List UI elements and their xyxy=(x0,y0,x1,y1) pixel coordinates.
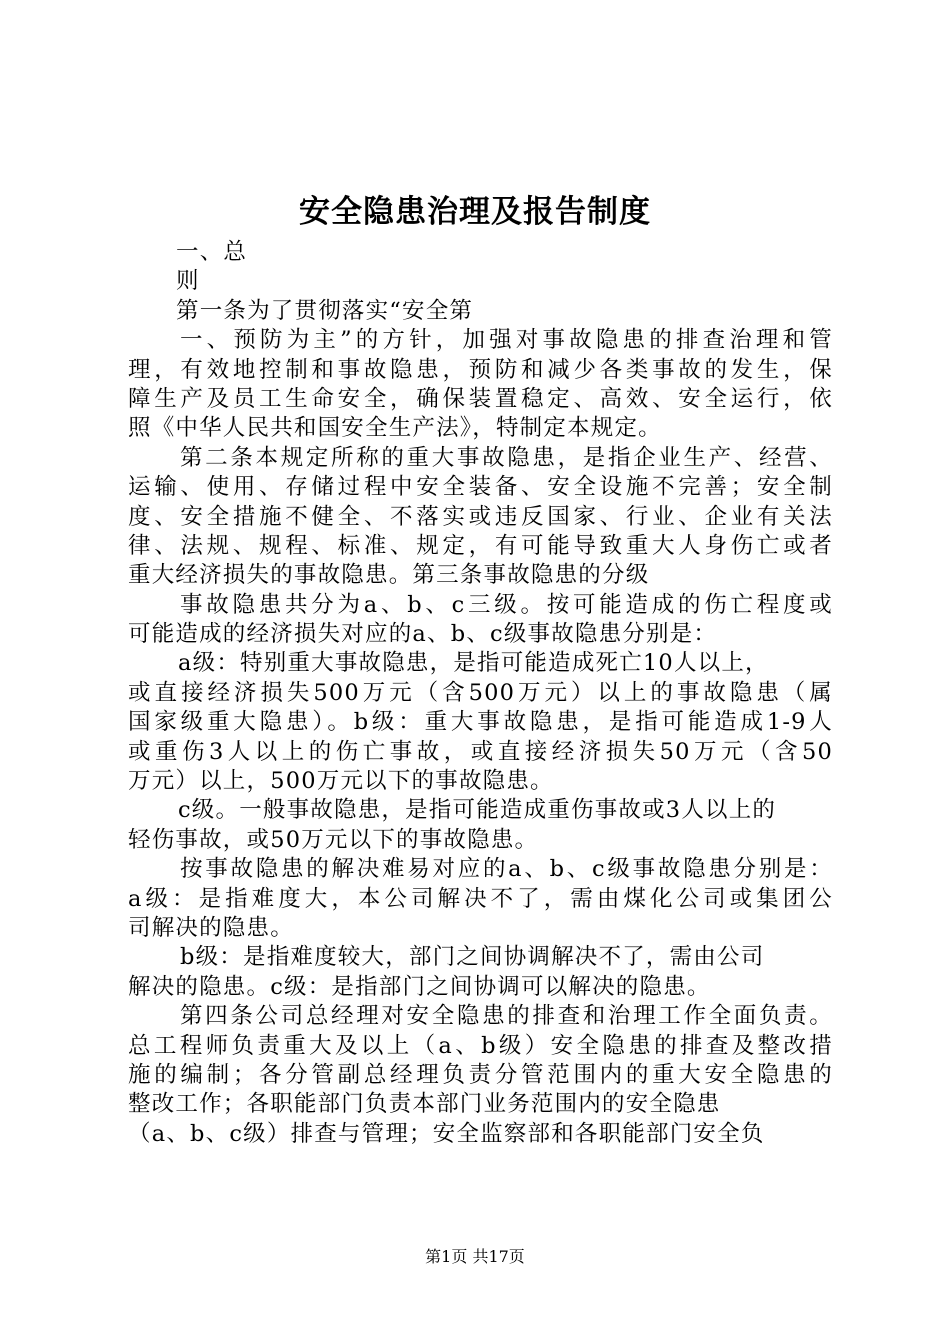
text-line: 障生产及员工生命安全，确保装置稳定、高效、安全运行，依 xyxy=(128,385,833,412)
text-line: b级：是指难度较大，部门之间协调解决不了，需由公司 xyxy=(180,944,765,971)
text-line: a级：是指难度大，本公司解决不了，需由煤化公司或集团公 xyxy=(128,885,833,912)
text-line: 司解决的隐患。 xyxy=(128,914,294,941)
text-line: 第二条本规定所称的重大事故隐患，是指企业生产、经营、 xyxy=(180,444,833,471)
text-line: 第四条公司总经理对安全隐患的排查和治理工作全面负责。 xyxy=(180,1003,833,1030)
text-line: 度、安全措施不健全、不落实或违反国家、行业、企业有关法 xyxy=(128,503,833,530)
text-line: 重大经济损失的事故隐患。第三条事故隐患的分级 xyxy=(128,562,650,589)
text-line: 解决的隐患。c级：是指部门之间协调可以解决的隐患。 xyxy=(128,973,711,1000)
text-line: 轻伤事故，或50万元以下的事故隐患。 xyxy=(128,826,539,853)
text-line: 或直接经济损失500万元（含500万元）以上的事故隐患（属 xyxy=(128,679,833,706)
text-line: 律、法规、规程、标准、规定，有可能导致重大人身伤亡或者 xyxy=(128,532,833,559)
text-line: 理，有效地控制和事故隐患，预防和减少各类事故的发生，保 xyxy=(128,356,833,383)
text-line: a级：特别重大事故隐患，是指可能造成死亡10人以上， xyxy=(178,650,769,677)
text-line: 一、总 xyxy=(176,239,248,265)
text-line: （a、b、c级）排查与管理；安全监察部和各职能部门安全负 xyxy=(128,1120,765,1147)
text-line: 第一条为了贯彻落实“安全第 xyxy=(176,297,474,324)
text-line: 国家级重大隐患）。b级：重大事故隐患，是指可能造成1-9人 xyxy=(128,709,833,736)
text-line: 整改工作；各职能部门负责本部门业务范围内的安全隐患 xyxy=(128,1091,721,1118)
text-line: 施的编制；各分管副总经理负责分管范围内的重大安全隐患的 xyxy=(128,1061,833,1088)
document-body xyxy=(128,238,833,1149)
text-line: 总工程师负责重大及以上（a、b级）安全隐患的排查及整改措 xyxy=(128,1032,833,1059)
text-line: 照《中华人民共和国安全生产法》，特制定本规定。 xyxy=(128,415,662,442)
text-line: 按事故隐患的解决难易对应的a、b、c级事故隐患分别是： xyxy=(180,856,833,883)
text-line: 万元）以上，500万元以下的事故隐患。 xyxy=(128,768,554,795)
page-footer: 第1页 共17页 xyxy=(425,1247,525,1266)
text-line: 一、预防为主”的方针，加强对事故隐患的排查治理和管 xyxy=(180,327,833,354)
text-line: c级。一般事故隐患，是指可能造成重伤事故或3人以上的 xyxy=(178,797,777,824)
text-line: 运输、使用、存储过程中安全装备、安全设施不完善；安全制 xyxy=(128,474,833,501)
document-title: 安全隐患治理及报告制度 xyxy=(299,194,651,230)
text-line: 可能造成的经济损失对应的a、b、c级事故隐患分别是： xyxy=(128,621,718,648)
text-line: 或重伤3人以上的伤亡事故，或直接经济损失50万元（含50 xyxy=(128,738,833,765)
text-line: 则 xyxy=(176,268,200,295)
text-line: 事故隐患共分为a、b、c三级。按可能造成的伤亡程度或 xyxy=(180,591,833,618)
